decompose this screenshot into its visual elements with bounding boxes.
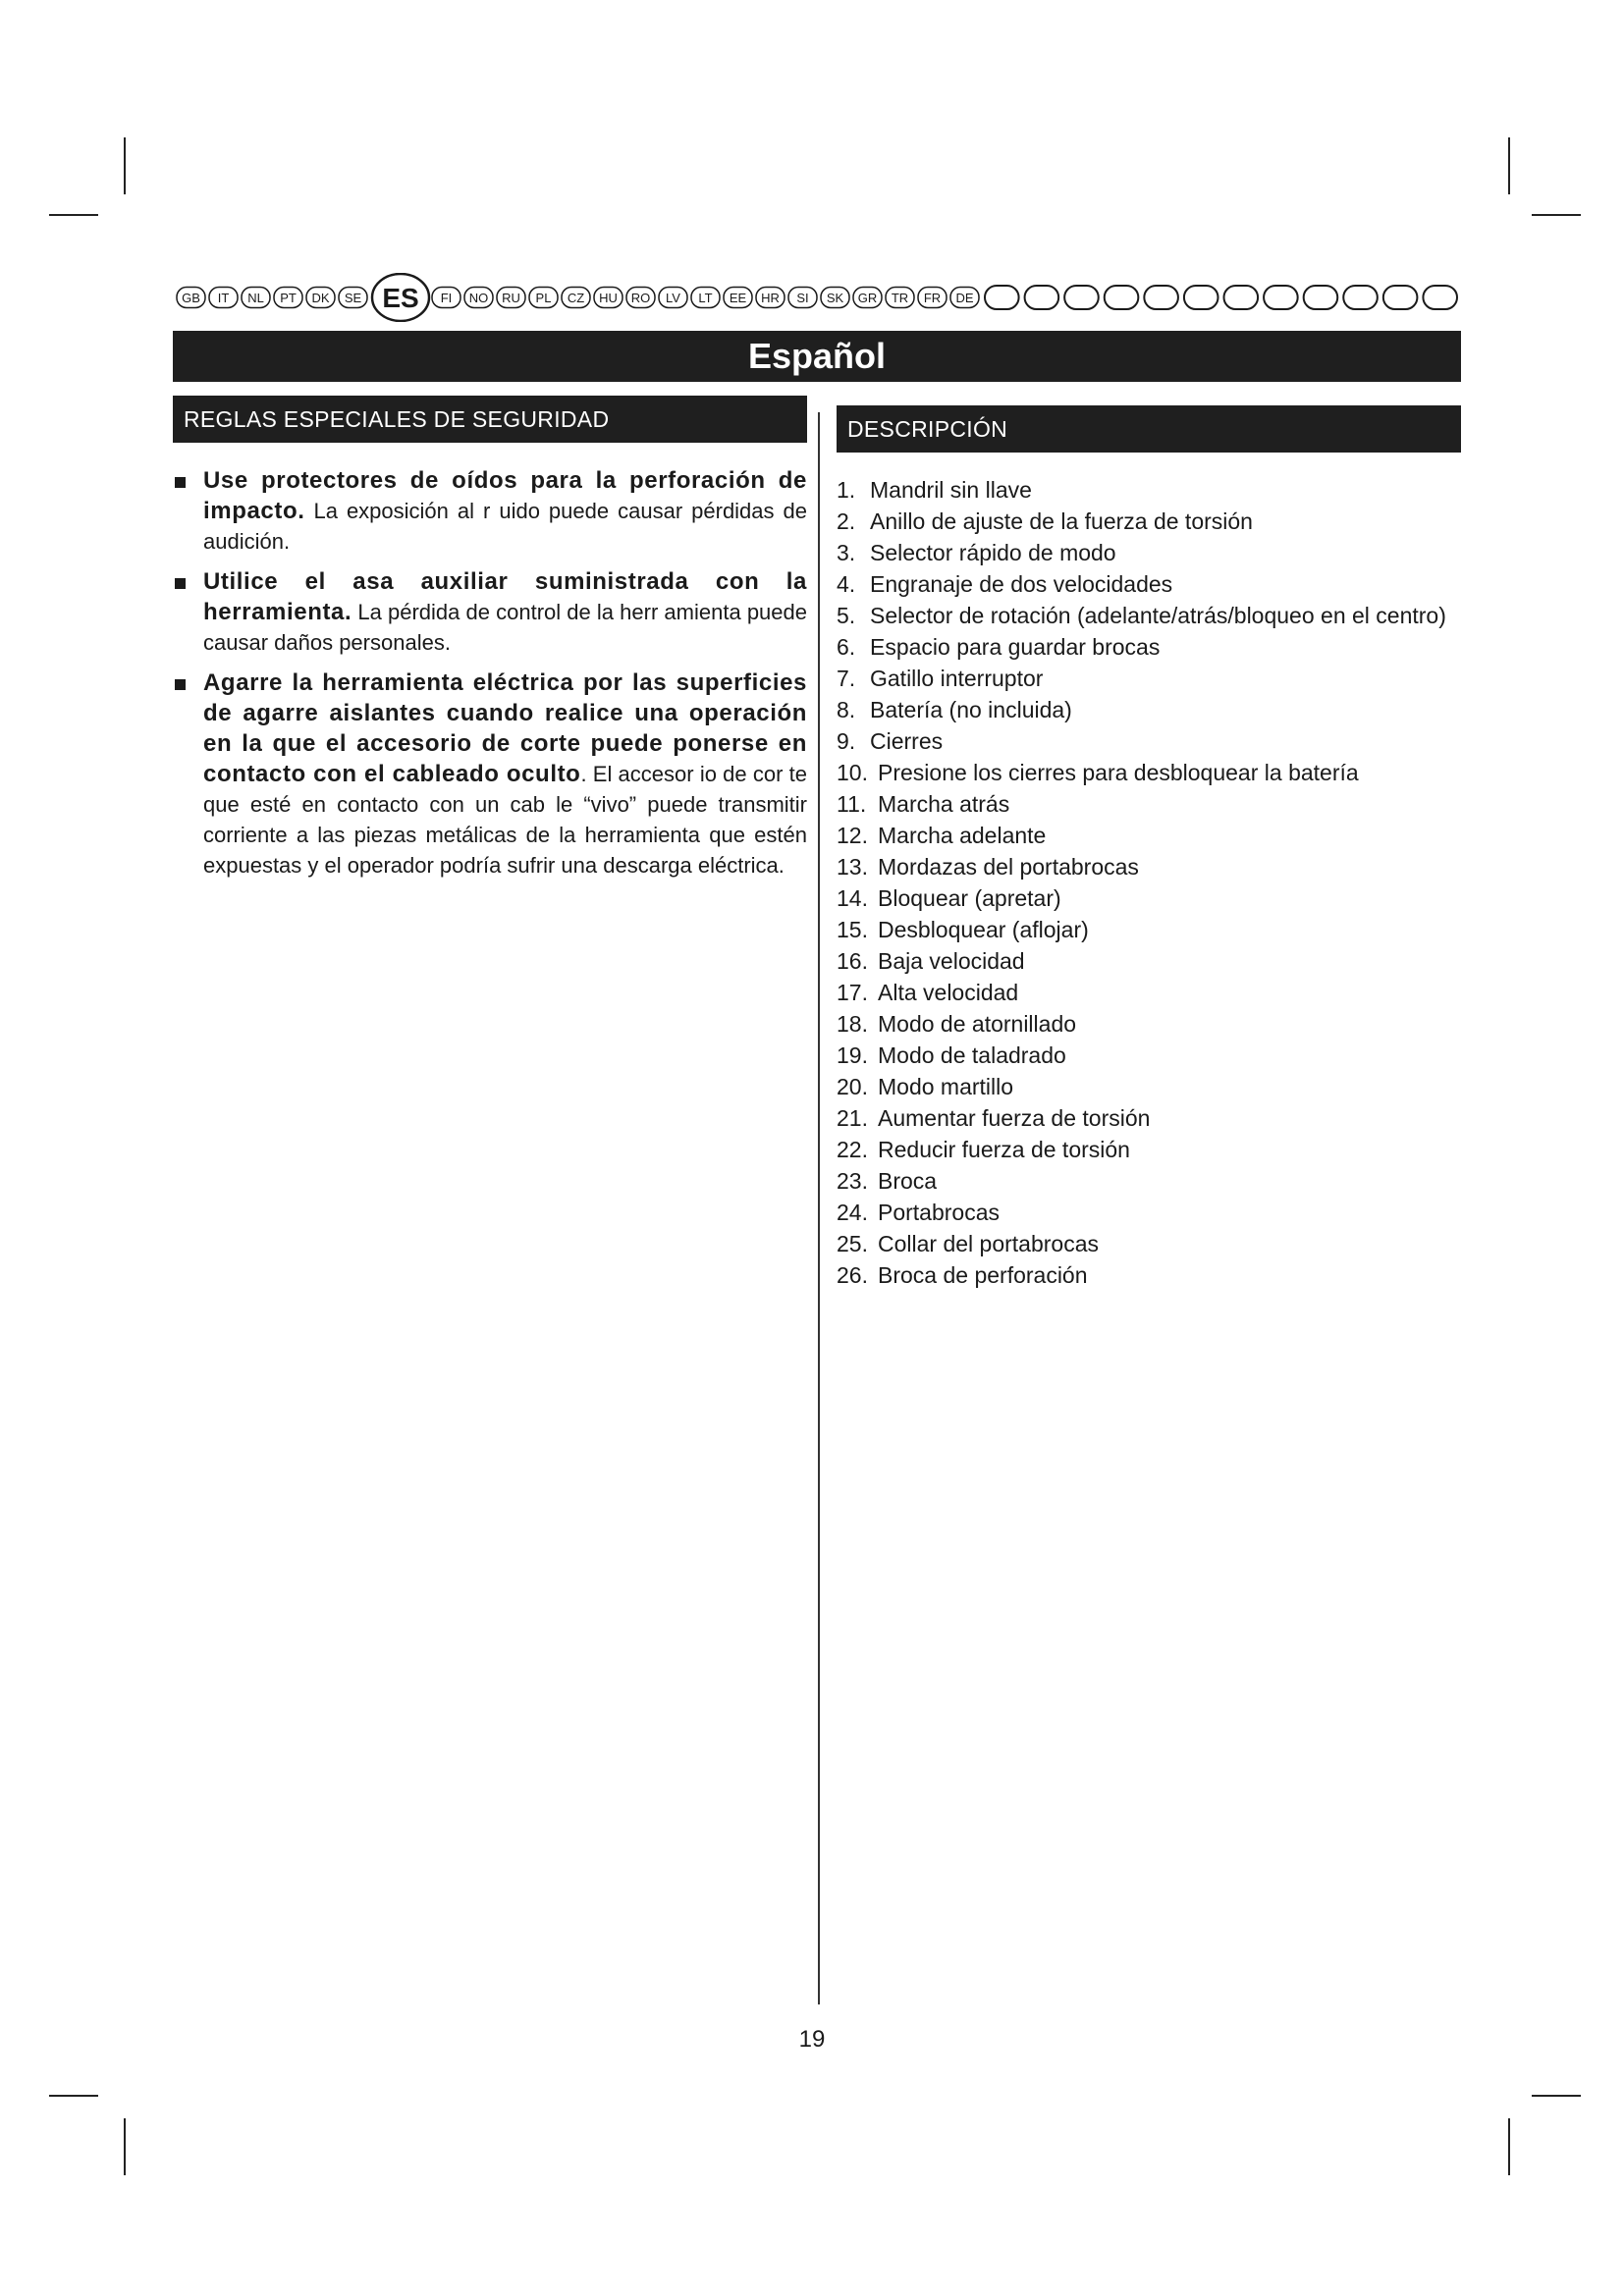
item-number: 14.: [837, 885, 868, 911]
tab-label: FI: [440, 291, 453, 305]
list-item: [837, 537, 1461, 568]
tab-label: NL: [247, 291, 264, 305]
item-text: Engranaje de dos velocidades: [870, 571, 1173, 597]
safety-rules-list: [173, 465, 807, 881]
item-text: Presione los cierres para desbloquear la batería: [878, 760, 1359, 785]
list-item: [837, 1040, 1461, 1071]
item-text: Mandril sin llave: [870, 477, 1032, 503]
list-item: [837, 977, 1461, 1008]
language-tab[interactable]: [950, 288, 979, 308]
item-text: Broca de perforación: [878, 1262, 1088, 1288]
empty-language-tab: [1383, 286, 1418, 309]
empty-language-tab: [1343, 286, 1378, 309]
list-item: [837, 600, 1461, 631]
language-tab[interactable]: [306, 288, 335, 308]
list-item: [837, 1228, 1461, 1259]
item-text: Marcha atrás: [878, 791, 1010, 817]
item-text: Marcha adelante: [878, 823, 1047, 848]
language-tab[interactable]: [529, 288, 558, 308]
list-item: [837, 914, 1461, 945]
rule-body: La pérdida de control de la herr amienta puede causar daños personales.: [203, 600, 807, 655]
item-number: 15.: [837, 917, 868, 942]
item-text: Modo de atornillado: [878, 1011, 1077, 1037]
language-tab[interactable]: [209, 288, 238, 308]
language-tab[interactable]: [724, 288, 752, 308]
item-number: 24.: [837, 1200, 868, 1225]
tab-label: GR: [857, 291, 878, 305]
rule-lead: Use protectores de oídos para la perforación de impacto.: [203, 467, 807, 524]
list-item: [837, 1008, 1461, 1040]
item-text: Baja velocidad: [878, 948, 1025, 974]
tab-label: DE: [955, 291, 974, 305]
tab-label: NO: [468, 291, 489, 305]
safety-rule: [173, 566, 807, 658]
item-number: 6.: [837, 634, 856, 660]
rule-lead: Agarre la herramienta eléctrica por las superficies de agarre aislantes cuando realice una operación en la que el accesorio de corte puede ponerse en contacto con el cableado oculto: [203, 669, 807, 787]
tab-label: LV: [666, 291, 680, 305]
description-header: [837, 405, 1461, 453]
list-item: [837, 788, 1461, 820]
safety-rules-header: [173, 396, 807, 443]
list-item: [837, 1197, 1461, 1228]
tab-label: IT: [217, 291, 230, 305]
item-number: 23.: [837, 1168, 868, 1194]
item-number: 12.: [837, 823, 868, 848]
item-number: 2.: [837, 508, 856, 534]
tab-label: SK: [826, 291, 844, 305]
tab-label: GB: [182, 291, 200, 305]
list-item: [837, 1134, 1461, 1165]
crop-mark: [1508, 137, 1510, 194]
item-text: Broca: [878, 1168, 938, 1194]
bullet-icon: [175, 578, 186, 589]
item-text: Modo martillo: [878, 1074, 1014, 1099]
item-number: 3.: [837, 540, 856, 565]
language-tab[interactable]: [626, 288, 655, 308]
list-item: [837, 725, 1461, 757]
list-item: [837, 945, 1461, 977]
item-number: 4.: [837, 571, 856, 597]
language-tab[interactable]: [177, 288, 205, 308]
safety-rule: [173, 465, 807, 557]
tab-label: SI: [796, 291, 809, 305]
empty-language-tab: [1423, 286, 1457, 309]
safety-rules-section: [173, 396, 807, 890]
language-tab[interactable]: [886, 288, 914, 308]
language-tab[interactable]: [432, 288, 460, 308]
list-item: [837, 631, 1461, 663]
empty-language-tab: [1025, 286, 1059, 309]
crop-mark: [1532, 214, 1581, 216]
crop-mark: [49, 214, 98, 216]
item-text: Portabrocas: [878, 1200, 1001, 1225]
language-tab[interactable]: [562, 288, 590, 308]
item-text: Batería (no incluida): [870, 697, 1072, 722]
description-section: [837, 405, 1461, 1291]
list-item: [837, 1165, 1461, 1197]
language-tab[interactable]: [464, 288, 493, 308]
safety-rule: [173, 667, 807, 881]
tab-label: RU: [502, 291, 520, 305]
tab-label: EE: [729, 291, 747, 305]
description-heading: DESCRIPCIÓN: [847, 415, 1008, 442]
item-number: 10.: [837, 760, 868, 785]
item-number: 19.: [837, 1042, 868, 1068]
tab-label: RO: [630, 291, 651, 305]
language-tab[interactable]: [853, 288, 882, 308]
page-number: 19: [798, 2026, 826, 2053]
parts-list: [837, 474, 1461, 1291]
empty-language-tab: [1064, 286, 1099, 309]
language-tab[interactable]: [691, 288, 720, 308]
list-item: [837, 1259, 1461, 1291]
empty-language-tab: [1224, 286, 1259, 309]
item-text: Desbloquear (aflojar): [878, 917, 1089, 942]
list-item: [837, 568, 1461, 600]
tab-label: SE: [344, 291, 362, 305]
tab-label: ES: [382, 283, 419, 313]
language-tab[interactable]: [242, 288, 270, 308]
empty-language-tab: [1304, 286, 1338, 309]
crop-mark: [124, 137, 126, 194]
item-number: 17.: [837, 980, 868, 1005]
item-number: 25.: [837, 1231, 868, 1256]
page-title: Español: [747, 336, 887, 376]
list-item: [837, 694, 1461, 725]
item-number: 1.: [837, 477, 856, 503]
empty-language-tab: [1105, 286, 1139, 309]
list-item: [837, 1071, 1461, 1102]
empty-language-tab: [985, 286, 1019, 309]
empty-language-tab: [1184, 286, 1218, 309]
item-text: Modo de taladrado: [878, 1042, 1066, 1068]
language-tab-bar[interactable]: [175, 273, 1463, 322]
item-text: Selector de rotación (adelante/atrás/bloqueo en el centro): [870, 603, 1446, 628]
language-tab[interactable]: [497, 288, 525, 308]
language-tab[interactable]: [756, 288, 785, 308]
empty-language-tab: [1264, 286, 1298, 309]
item-number: 16.: [837, 948, 868, 974]
tab-label: HR: [761, 291, 780, 305]
language-tab[interactable]: [274, 288, 302, 308]
list-item: [837, 474, 1461, 506]
language-tab[interactable]: [788, 288, 817, 308]
language-tab[interactable]: [659, 288, 687, 308]
list-item: [837, 851, 1461, 882]
tab-label: PL: [535, 291, 552, 305]
item-number: 9.: [837, 728, 856, 754]
page-title-banner: [173, 331, 1461, 382]
item-number: 21.: [837, 1105, 868, 1131]
item-text: Aumentar fuerza de torsión: [878, 1105, 1151, 1131]
item-number: 5.: [837, 603, 856, 628]
rule-body: . El accesor io de cor te que esté en contacto con un cab le “vivo” puede transmitir corriente a las piezas metálicas de la herramienta que estén expuestas y el operador podría sufrir una descarga eléctrica.: [203, 762, 807, 878]
list-item: [837, 757, 1461, 788]
bullet-icon: [175, 679, 186, 690]
empty-language-tab: [1144, 286, 1178, 309]
item-text: Reducir fuerza de torsión: [878, 1137, 1130, 1162]
tab-label: LT: [698, 291, 713, 305]
item-text: Alta velocidad: [878, 980, 1019, 1005]
item-number: 20.: [837, 1074, 868, 1099]
item-text: Anillo de ajuste de la fuerza de torsión: [870, 508, 1253, 534]
language-tab[interactable]: [339, 288, 367, 308]
item-number: 26.: [837, 1262, 868, 1288]
item-number: 8.: [837, 697, 856, 722]
crop-mark: [1508, 2118, 1510, 2175]
item-number: 7.: [837, 666, 856, 691]
item-text: Selector rápido de modo: [870, 540, 1116, 565]
item-text: Collar del portabrocas: [878, 1231, 1100, 1256]
item-number: 18.: [837, 1011, 868, 1037]
item-text: Mordazas del portabrocas: [878, 854, 1139, 880]
list-item: [837, 663, 1461, 694]
tab-es-active[interactable]: [372, 274, 429, 321]
tab-label: DK: [311, 291, 330, 305]
tab-label: CZ: [567, 291, 585, 305]
list-item: [837, 882, 1461, 914]
list-item: [837, 820, 1461, 851]
tab-label: FR: [923, 291, 942, 305]
list-item: [837, 1102, 1461, 1134]
column-divider: [818, 412, 820, 2004]
safety-rules-heading: REGLAS ESPECIALES DE SEGURIDAD: [184, 405, 610, 432]
language-tab[interactable]: [594, 288, 623, 308]
crop-mark: [1532, 2095, 1581, 2097]
item-text: Cierres: [870, 728, 944, 754]
list-item: [837, 506, 1461, 537]
item-text: Espacio para guardar brocas: [870, 634, 1161, 660]
crop-mark: [49, 2095, 98, 2097]
item-number: 11.: [837, 791, 867, 817]
language-tab[interactable]: [918, 288, 947, 308]
language-tab[interactable]: [821, 288, 849, 308]
crop-mark: [124, 2118, 126, 2175]
item-text: Gatillo interruptor: [870, 666, 1044, 691]
rule-body: La exposición al r uido puede causar pérdidas de audición.: [203, 499, 807, 554]
tab-label: TR: [891, 291, 909, 305]
rule-lead: Utilice el asa auxiliar suministrada con la herramienta.: [203, 568, 807, 625]
item-number: 22.: [837, 1137, 868, 1162]
item-number: 13.: [837, 854, 868, 880]
bullet-icon: [175, 477, 186, 488]
tab-label: HU: [599, 291, 618, 305]
tab-label: PT: [280, 291, 297, 305]
item-text: Bloquear (apretar): [878, 885, 1061, 911]
